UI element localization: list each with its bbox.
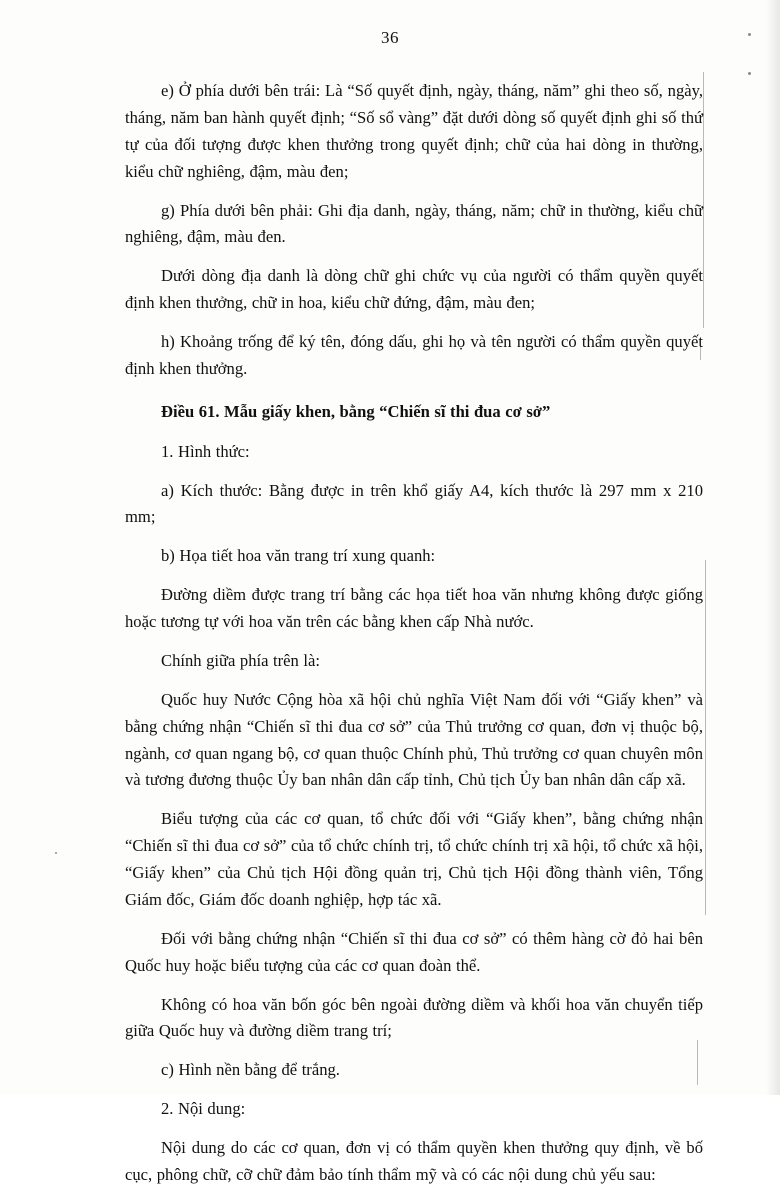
paragraph-c-hinh-nen: c) Hình nền bằng để trắng. [161, 1060, 340, 1080]
paragraph-h: h) Khoảng trống để ký tên, đóng dấu, ghi họ và tên người có thẩm quyền quyết định khen thưởng. [125, 332, 703, 378]
scan-speck-b [748, 72, 751, 75]
paragraph-a-kich-thuoc: a) Kích thước: Bằng được in trên khổ giấy A4, kích thước là 297 mm x 210 mm; [125, 480, 703, 527]
scan-spine-shadow [766, 0, 780, 1095]
document-body [125, 78, 703, 1201]
paragraph-bieu-tuong: Biểu tượng của các cơ quan, tổ chức đối với “Giấy khen”, bằng chứng nhận “Chiến sĩ thi đua cơ sở” của tổ chức chính trị, tổ chức chính trị xã hội, tổ chức xã hội, “Giấy khen” của Chủ tịch Hội đồng quản trị, Chủ tịch Hội đồng thành viên, Tổng Giám đốc, Giám đốc doanh nghiệp, hợp tác xã. [125, 809, 703, 909]
article-heading-61: Điều 61. Mẫu giấy khen, bằng “Chiến sĩ thi đua cơ sở” [161, 401, 551, 421]
paragraph-duoi-dong-dia-danh: Dưới dòng địa danh là dòng chữ ghi chức vụ của người có thẩm quyền quyết định khen thưởng, chữ in hoa, kiểu chữ đứng, đậm, màu đen; [125, 266, 703, 313]
paragraph-chinh-giua: Chính giữa phía trên là: [161, 650, 320, 670]
paragraph-e: e) Ở phía dưới bên trái: Là “Số quyết định, ngày, tháng, năm” ghi theo số, ngày, tháng, năm ban hành quyết định; “Số sổ vàng” đặt dưới dòng số quyết định ghi số thứ tự của đối tượng được khen thưởng trong quyết định; chữ của hai dòng in thường, kiểu chữ nghiêng, đậm, màu đen; [125, 81, 703, 181]
paragraph-g: g) Phía dưới bên phải: Ghi địa danh, ngày, tháng, năm; chữ in thường, kiểu chữ nghiêng, đậm, màu đen. [125, 200, 703, 247]
paragraph-quoc-huy: Quốc huy Nước Cộng hòa xã hội chủ nghĩa Việt Nam đối với “Giấy khen” và bằng chứng nhận “Chiến sĩ thi đua cơ sở” của Thủ trưởng cơ quan, đơn vị thuộc bộ, ngành, cơ quan ngang bộ, cơ quan thuộc Chính phủ, Thủ trưởng cơ quan chuyên môn và tương đương thuộc Ủy ban nhân dân cấp tỉnh, Chủ tịch Ủy ban nhân dân cấp xã. [125, 689, 703, 790]
scan-speck-a [748, 33, 751, 36]
paragraph-2-noi-dung: 2. Nội dung: [161, 1099, 246, 1119]
paragraph-1-hinh-thuc: 1. Hình thức: [161, 441, 250, 461]
paragraph-duong-diem: Đường diềm được trang trí bằng các họa tiết hoa văn nhưng không được giống hoặc tương tự với hoa văn trên các bằng khen cấp Nhà nước. [125, 585, 703, 631]
scan-margin-line-lower [705, 560, 706, 915]
paragraph-doi-voi-bang-chung-nhan: Đối với bằng chứng nhận “Chiến sĩ thi đua cơ sở” có thêm hàng cờ đỏ hai bên Quốc huy hoặc biểu tượng của các cơ quan đoàn thể. [125, 928, 703, 975]
scan-margin-line-upper [703, 72, 704, 328]
paragraph-khong-co-hoa-van: Không có hoa văn bốn góc bên ngoài đường diềm và khối hoa văn chuyển tiếp giữa Quốc huy và đường diềm trang trí; [125, 994, 703, 1041]
scan-speck-c [55, 852, 57, 854]
paragraph-noi-dung-do-cac-co-quan: Nội dung do các cơ quan, đơn vị có thẩm quyền khen thưởng quy định, về bố cục, phông chữ, cỡ chữ đảm bảo tính thẩm mỹ và có các nội dung chủ yếu sau: [125, 1138, 703, 1184]
page-number: 36 [381, 28, 399, 47]
paragraph-b-hoa-tiet: b) Họa tiết hoa văn trang trí xung quanh: [161, 546, 436, 566]
